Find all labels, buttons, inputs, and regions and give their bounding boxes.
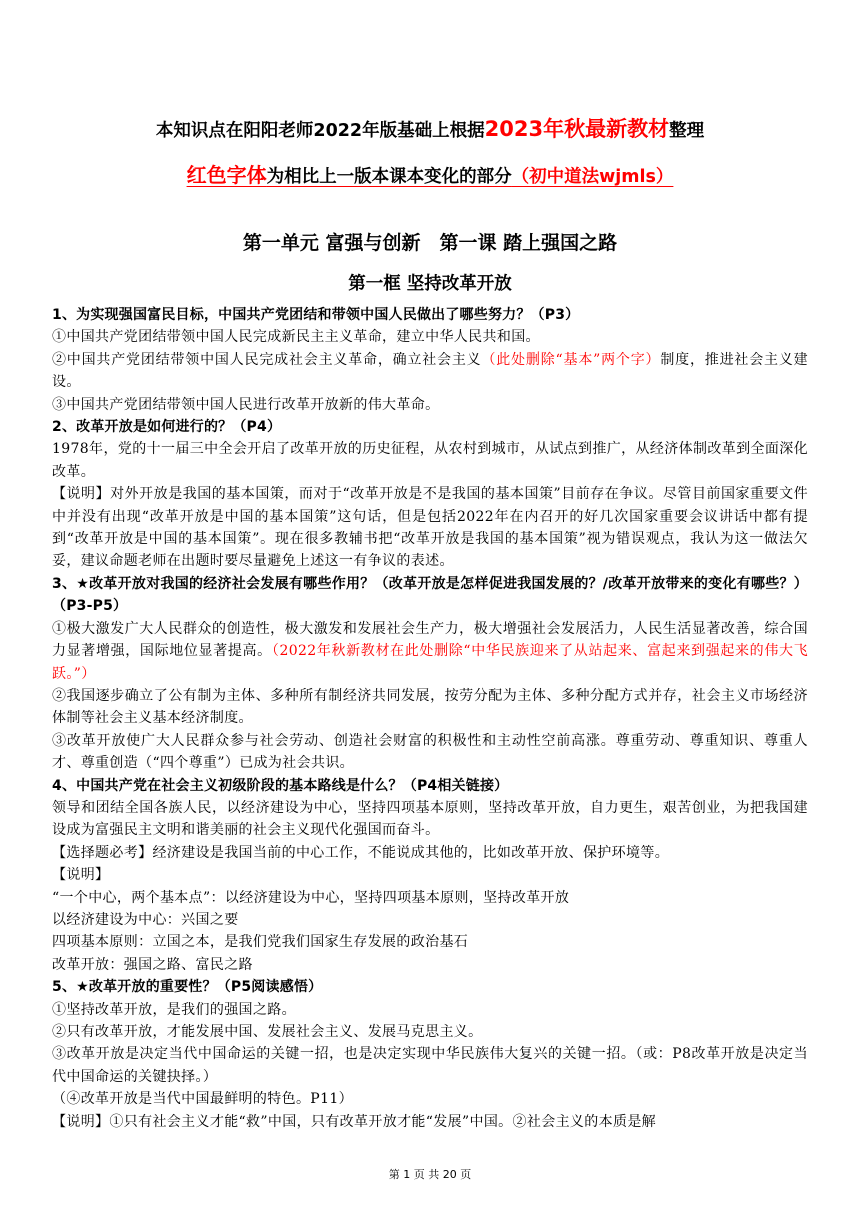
header-line-2-red-big: 红色字体 — [186, 163, 267, 187]
answer-1-1: ①中国共产党团结带领中国人民完成新民主主义革命，建立中华人民共和国。 — [52, 329, 540, 346]
header-line-2 — [0, 159, 860, 188]
question-3: 3、★改革开放对我国的经济社会发展有哪些作用？（改革开放是怎样促进我国发展的？/改革开放带来的变化有哪些？）（P3-P5） — [52, 575, 808, 615]
question-1: 1、为实现强国富民目标，中国共产党团结和带领中国人民做出了哪些努力？（P3） — [52, 307, 580, 323]
header-line-2-black: 为相比上一版本课本变化的部分 — [266, 167, 512, 187]
header-line-1 — [0, 113, 860, 143]
answer-5-1: ①坚持改革开放，是我们的强国之路。 — [52, 1001, 296, 1018]
content-body — [52, 304, 808, 1133]
page-footer: 第 1 页 共 20 页 — [388, 1168, 472, 1181]
note-4-line-2: 以经济建设为中心：兴国之要 — [52, 911, 239, 928]
lesson-title: 第一框 坚持改革开放 — [348, 274, 512, 294]
answer-1-2 — [52, 349, 808, 394]
answer-1-2-red-note: （此处删除“基本”两个字） — [481, 351, 661, 368]
note-2: 【说明】对外开放是我国的基本国策，而对于“改革开放是不是我国的基本国策”目前存在争议。尽管目前国家重要文件中并没有出现“改革开放是中国的基本国策”这句话，但是包括2022年在内召开的好几次国家重要会议讲话中都有提到“改革开放是中国的基本国策”。现在很多教辅书把“改革开放是我国的基本国策”视为错误观点，我认为这一做法欠妥，建议命题老师在出题时要尽量避免上述这一有争议的表述。 — [52, 486, 808, 570]
note-4-line-3: 四项基本原则：立国之本，是我们党我们国家生存发展的政治基石 — [52, 934, 469, 951]
answer-1-3: ③中国共产党团结带领中国人民进行改革开放新的伟大革命。 — [52, 396, 440, 413]
answer-3-1-text: ①极大激发广大人民群众的创造性，极大激发和发展社会生产力，极大增强社会发展活力，人民生活显著改善，综合国力显著增强，国际地位显著提高。 — [52, 620, 808, 660]
answer-3-1 — [52, 618, 808, 685]
header-line-1-suffix: 整理 — [669, 121, 705, 141]
answer-5-3: ③改革开放是决定当代中国命运的关键一招，也是决定实现中华民族伟大复兴的关键一招。（或：P8改革开放是决定当代中国命运的关键抉择。） — [52, 1046, 808, 1085]
answer-5-4: （④改革开放是当代中国最鲜明的特色。P11） — [52, 1091, 353, 1108]
note-4-line-4: 改革开放：强国之路、富民之路 — [52, 956, 253, 973]
header-line-2-red-paren: （初中道法wjmls） — [511, 167, 674, 187]
header-line-1-prefix: 本知识点在阳阳老师2022年版基础上根据 — [155, 121, 485, 141]
question-4: 4、中国共产党在社会主义初级阶段的基本路线是什么？（P4相关链接） — [52, 777, 509, 794]
header-line-1-highlight: 2023年秋最新教材 — [484, 117, 670, 141]
question-5: 5、★改革开放的重要性？（P5阅读感悟） — [52, 979, 323, 996]
unit-title: 第一单元 富强与创新 第一课 踏上强国之路 — [242, 232, 618, 254]
header-line-2-underlined — [186, 163, 674, 187]
note-4-heading: 【说明】 — [52, 867, 110, 884]
answer-1-2-post: 制度，推进社会主义建设。 — [52, 351, 809, 391]
answer-1-2-pre: ②中国共产党团结带领中国人民完成社会主义革命，确立社会主义 — [52, 351, 482, 368]
answer-3-2: ②我国逐步确立了公有制为主体、多种所有制经济共同发展，按劳分配为主体、多种分配方式并存，社会主义市场经济体制等社会主义基本经济制度。 — [52, 687, 808, 727]
question-2: 2、改革开放是如何进行的？（P4） — [52, 419, 282, 436]
answer-4-1: 领导和团结全国各族人民，以经济建设为中心，坚持四项基本原则，坚持改革开放，自力更生，艰苦创业，为把我国建设成为富强民主文明和谐美丽的社会主义现代化强国而奋斗。 — [52, 799, 808, 839]
answer-2-1: 1978年，党的十一届三中全会开启了改革开放的历史征程，从农村到城市，从试点到推广，从经济体制改革到全面深化改革。 — [52, 441, 808, 480]
answer-5-2: ②只有改革开放，才能发展中国、发展社会主义、发展马克思主义。 — [52, 1024, 483, 1040]
answer-3-3: ③改革开放使广大人民群众参与社会劳动、创造社会财富的积极性和主动性空前高涨。尊重劳动、尊重知识、尊重人才、尊重创造（“四个尊重”）已成为社会共识。 — [52, 732, 808, 772]
exam-note-4: 【选择题必考】经济建设是我国当前的中心工作，不能说成其他的，比如改革开放、保护环境等。 — [52, 844, 670, 861]
answer-3-1-red-note: （2022年秋新教材在此处删除“中华民族迎来了从站起来、富起来到强起来的伟大飞跃。”） — [52, 643, 808, 682]
note-5: 【说明】①只有社会主义才能“救”中国，只有改革开放才能“发展”中国。②社会主义的本质是解 — [52, 1113, 657, 1130]
note-4-line-1: “一个中心，两个基本点”：以经济建设为中心，坚持四项基本原则，坚持改革开放 — [52, 889, 570, 906]
